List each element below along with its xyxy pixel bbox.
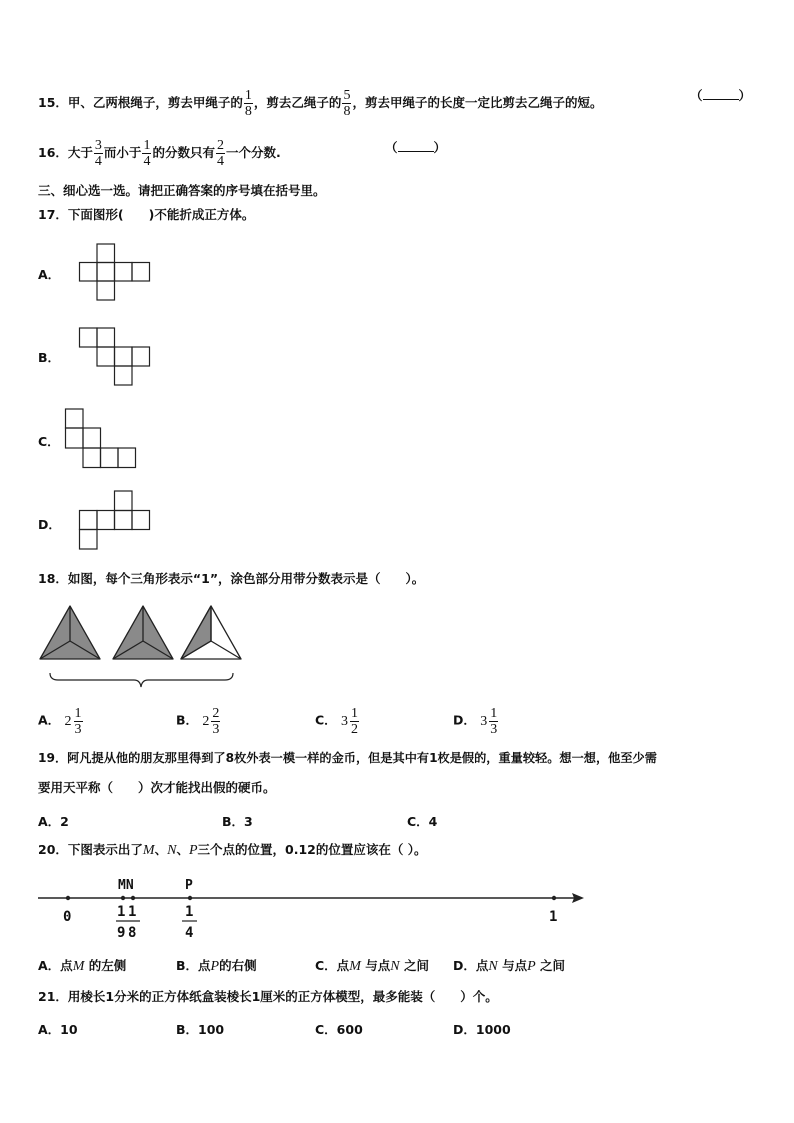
option-b[interactable]: B． 2 $\frac{2}{3}$ [176, 706, 220, 737]
question-15 [38, 88, 602, 119]
section-heading: 三、细心选一选。请把正确答案的序号填在括号里。 [38, 183, 326, 198]
point-n [131, 896, 135, 900]
cube-net-a[interactable] [78, 243, 152, 303]
question-number: 15． [38, 95, 68, 110]
p-den: 4 [185, 925, 194, 941]
question-20: 20．下图表示出了M、N、P三个点的位置，0.12的位置应该在（ ）。 [38, 842, 427, 858]
fraction: $\frac{1}{4}$ [143, 138, 151, 169]
question-text: 阿凡提从他的朋友那里得到了8枚外表一模一样的金币，但是其中有1枚是假的，重量较轻。想一想，他至少需 [67, 751, 657, 765]
question-text: 下面图形( )不能折成正方体。 [67, 207, 255, 222]
question-text: 大于 [67, 145, 93, 160]
question-text: 如图，每个三角形表示“1”，涂色部分用带分数表示是（ ）。 [67, 571, 425, 586]
question-text: 的分数只有 [152, 145, 215, 160]
label-zero: 0 [63, 909, 72, 925]
option-c[interactable]: C．点M 与点N 之间 [315, 958, 429, 974]
fraction: $\frac{1}{8}$ [244, 88, 252, 119]
answer-blank-15[interactable]: （ ） [690, 88, 752, 103]
question-21 [38, 989, 498, 1005]
option-c[interactable]: C． 3 $\frac{1}{2}$ [315, 706, 359, 737]
cube-net-d[interactable] [78, 490, 152, 552]
question-text: 而小于 [103, 145, 142, 160]
n-den: 8 [128, 925, 137, 941]
question-16 [38, 138, 281, 169]
cube-net-c[interactable] [64, 408, 138, 470]
label-one: 1 [549, 909, 558, 925]
triangle-1 [40, 606, 100, 659]
option-c[interactable]: C．600 [315, 1022, 363, 1037]
question-text: 甲、乙两根绳子，剪去甲绳子的 [67, 95, 243, 110]
question-text: 一个分数. [225, 145, 281, 160]
fraction: $\frac{2}{4}$ [216, 138, 224, 169]
point-one [552, 896, 556, 900]
n-num: 1 [128, 904, 137, 920]
option-a[interactable]: A．2 [38, 814, 69, 829]
p-num: 1 [185, 904, 194, 920]
question-18 [38, 571, 424, 587]
option-label: B． [38, 350, 61, 365]
question-number: 17． [38, 207, 68, 222]
option-label: C． [38, 434, 60, 449]
label-p: P [185, 878, 193, 893]
option-b[interactable]: B．100 [176, 1022, 225, 1037]
option-a[interactable]: A．点M 的左侧 [38, 958, 127, 974]
option-a[interactable]: A． 2 $\frac{1}{3}$ [38, 706, 82, 737]
brace [50, 673, 233, 687]
option-d[interactable]: D． 3 $\frac{1}{3}$ [453, 706, 498, 737]
question-number: 16． [38, 145, 68, 160]
option-b[interactable]: B．3 [222, 814, 253, 829]
m-den: 9 [117, 925, 126, 941]
question-number: 21． [38, 989, 68, 1004]
answer-blank-16[interactable]: （ ） [385, 140, 447, 155]
question-17 [38, 207, 254, 223]
label-mn: MN [118, 878, 134, 893]
option-b[interactable]: B．点P的右侧 [176, 958, 257, 974]
number-line [36, 872, 596, 948]
triangle-figure [38, 603, 248, 695]
question-text: ，剪去甲绳子的长度一定比剪去乙绳子的短。 [352, 95, 603, 110]
option-label: D． [38, 517, 61, 532]
option-d[interactable]: D．1000 [453, 1022, 511, 1037]
fraction: $\frac{3}{4}$ [94, 138, 102, 169]
question-number: 19． [38, 751, 68, 765]
question-number: 20． [38, 842, 68, 857]
option-c[interactable]: C．4 [407, 814, 438, 829]
question-text: 用棱长1分米的正方体纸盒装棱长1厘米的正方体模型，最多能装（ ）个。 [67, 989, 498, 1004]
option-label: A． [38, 267, 61, 282]
option-d[interactable]: D．点N 与点P 之间 [453, 958, 566, 974]
question-number: 18． [38, 571, 68, 586]
point-m [121, 896, 125, 900]
option-a[interactable]: A．10 [38, 1022, 78, 1037]
point-zero [66, 896, 70, 900]
triangle-2 [113, 606, 173, 659]
fraction: $\frac{5}{8}$ [343, 88, 351, 119]
question-19-line2: 要用天平称（ ）次才能找出假的硬币。 [38, 780, 276, 795]
triangle-3 [181, 606, 241, 659]
question-text: ，剪去乙绳子的 [253, 95, 342, 110]
cube-net-b[interactable] [78, 327, 152, 387]
point-p [188, 896, 192, 900]
question-19 [38, 750, 657, 766]
m-num: 1 [117, 904, 126, 920]
